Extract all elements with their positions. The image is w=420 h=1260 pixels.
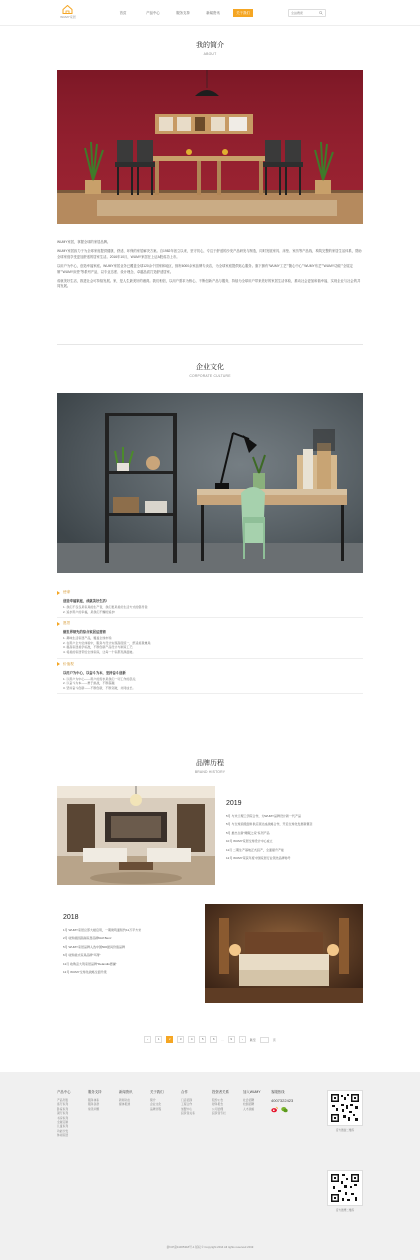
history-title: 品牌历程: [196, 760, 224, 767]
qr-code-image: [327, 1170, 363, 1206]
nav-products[interactable]: 产品中心: [146, 11, 160, 15]
footer-contact: [271, 1089, 293, 1113]
house-logo-icon: [62, 5, 73, 14]
footer-col-service: [88, 1089, 119, 1138]
pager-goto-label: 跳至: [249, 1037, 256, 1042]
site-header: [0, 0, 420, 26]
nav-home[interactable]: 首页: [119, 11, 127, 15]
footer-link[interactable]: 社会招聘: [243, 1098, 255, 1102]
history-year: 2019: [226, 800, 242, 807]
pager-page-6[interactable]: 6: [210, 1036, 217, 1043]
footer-link[interactable]: 加盟中心: [181, 1106, 193, 1111]
wechat-qr: [327, 1090, 363, 1132]
history-event: 10月 WUMY家居全球设计中心成立: [226, 839, 273, 844]
history-event: 5月 与米兰理工学院合作，为WUMY品牌设计新一代产品: [226, 814, 302, 818]
social-links: [271, 1106, 293, 1113]
footer-col-join: [243, 1089, 274, 1138]
footer-link[interactable]: 媒体报道: [119, 1102, 131, 1107]
culture-mission: [57, 590, 363, 618]
footer-link[interactable]: 书房系列: [57, 1115, 69, 1120]
footer-link[interactable]: 投资者关系: [181, 1111, 195, 1116]
history-event: 12月 WUMY荣获年度中国家居行业领先品牌称号: [226, 856, 291, 861]
footer-link[interactable]: 儿童系列: [57, 1124, 69, 1129]
about-title: 我的简介: [196, 42, 224, 49]
history-event: 11月 收购意大利家居品牌"Delandis德澜": [63, 961, 117, 966]
footer-link[interactable]: 工程合作: [181, 1102, 193, 1107]
culture-line: 1. 趣味生活家居产品，覆盖全球市场;: [63, 636, 113, 641]
wechat-icon[interactable]: [281, 1106, 288, 1113]
footer-col-investors: [212, 1089, 243, 1138]
footer-link[interactable]: 全屋定制: [57, 1120, 69, 1125]
footer-link[interactable]: 企业文化: [150, 1102, 162, 1107]
footer-link[interactable]: 常见问题: [88, 1106, 100, 1111]
culture-line: 1. 我们不仅仅是家具的生产者，我们更是美好生活方式的倡导者;: [63, 605, 149, 609]
footer-link[interactable]: 股份公告: [212, 1098, 224, 1102]
culture-line: 1. 以用户为中心——用户的需求是我们一切工作的起点;: [63, 676, 137, 681]
culture-block-sub: 以用户为中心，以奋斗为本，坚持奋斗创新: [63, 670, 126, 675]
footer-link[interactable]: 品牌历程: [150, 1106, 162, 1111]
office-desk-illustration: [57, 393, 363, 573]
living-room-illustration: [57, 786, 215, 885]
footer-link[interactable]: 投资者专栏: [212, 1111, 226, 1116]
culture-line: 2. 追求用户的幸福，是我们不懈的追求!: [63, 609, 116, 614]
pager-prev-button[interactable]: ‹: [144, 1036, 151, 1043]
footer-col-head: 关于我们: [150, 1090, 164, 1094]
history-section-title: [0, 758, 420, 774]
history-bedroom-image: [205, 904, 363, 1003]
footer-col-products: [57, 1089, 88, 1138]
bedroom-illustration: [205, 904, 363, 1003]
culture-vision: [57, 621, 363, 658]
culture-section-title: [0, 362, 420, 378]
footer-link[interactable]: 服务条款: [88, 1102, 100, 1107]
pager-page-4[interactable]: 4: [188, 1036, 195, 1043]
triangle-bullet-icon: [57, 662, 60, 666]
logo-text: WUMY家居: [60, 15, 76, 19]
contact-head: 客服热线: [271, 1090, 285, 1094]
culture-line: 2. 以奋斗为本——勇于挑战，不断超越;: [63, 681, 116, 686]
culture-values: [57, 662, 363, 695]
culture-line: 3. 提高家居美学标准，不断创新产品设计与制造工艺;: [63, 645, 134, 650]
footer-link[interactable]: 门店招商: [181, 1098, 193, 1102]
history-event: 6月 收购美式家具品牌"玛蒂": [63, 953, 101, 958]
about-paragraph: WUMY家居，掌握全球的家居品牌。: [57, 240, 111, 244]
search-input[interactable]: [289, 10, 319, 16]
footer-col-cooperation: [181, 1089, 212, 1138]
footer-col-head: 合作: [181, 1090, 188, 1094]
footer-link[interactable]: 客厅系列: [57, 1102, 69, 1107]
history-event: 5月 WUMY家居品牌入选中国500最具价值品牌: [63, 944, 126, 949]
culture-subtitle: CORPORATE CULTURE: [189, 374, 231, 378]
nav-news[interactable]: 新闻资讯: [206, 11, 220, 15]
about-paragraph: WUMY家居致力于为全球家庭提供健康、舒适、环保的家居解决方案。自1982年创立以来，坚守初心，专注于舒适的沙发产品研发与制造，同时发展家具、床垫、家纺等产品线，构筑完整的家居生活体系，帮助全球家庭享受更加舒适的居家生活。2016年10月，WUMY家居在上证A股成功上市。: [57, 249, 362, 259]
pager-ellipsis: ...: [221, 1037, 224, 1042]
footer-link[interactable]: 服务体系: [88, 1098, 100, 1102]
pager-page-9[interactable]: 9: [228, 1036, 235, 1043]
culture-line: 2. 在用户全方位体验中，服务与设计实现高度统一，舒适美观兼具;: [63, 640, 152, 645]
history-subtitle: BRAND HISTORY: [194, 770, 226, 774]
about-dining-room-image: [57, 70, 363, 224]
footer-link[interactable]: 公司治理: [212, 1106, 224, 1111]
about-paragraph: 成就美好生活，推进社会可持续发展。家，是人生最美好的港湾。我们相信，以用户需求为核心，不断创新产品与服务，持续为全球用户带来美好的家居生活体验，推动社会更加和谐幸福，实现企业与社会的共同发展。: [57, 279, 361, 289]
about-paragraph: 以用户为中心，创造幸福家庭。WUMY家居业务已覆盖全球120余个国家和地区，拥有6000余家品牌专卖店，为全球家庭提供贴心服务。旗下拥有"WUMY工艺""随心中心""WUMY布艺""WUMY功能""全屋定制""WUMY床垫"等系列产品，以专业态度、设计理念、卓越品质打造舒适居家。: [57, 264, 353, 274]
pager-next-button[interactable]: ›: [239, 1036, 246, 1043]
main-nav: [108, 0, 258, 26]
qr-code-icon: [330, 1093, 360, 1123]
culture-title: 企业文化: [196, 364, 224, 371]
footer-link[interactable]: 人才战略: [243, 1106, 255, 1111]
history-event: 5月 推出全新"睡眠之家"系列产品: [226, 830, 270, 835]
dining-room-illustration: [57, 70, 363, 224]
pager-goto-suffix: 页: [272, 1037, 276, 1042]
triangle-bullet-icon: [57, 622, 60, 626]
history-event: 1月 WUMY家居总部大楼启用，一期建筑面积约11万平方米: [63, 928, 142, 932]
qr-caption: 官方微信二维码: [335, 1129, 355, 1132]
footer-link[interactable]: 财务报告: [212, 1102, 224, 1107]
section-divider: [57, 344, 363, 345]
triangle-bullet-icon: [57, 591, 60, 595]
footer-link[interactable]: 休闲家居: [57, 1133, 69, 1138]
pager-goto-input[interactable]: [260, 1037, 269, 1043]
culture-block-sub: 做世界领先的综合家居运营商: [63, 630, 106, 635]
pager-page-2[interactable]: 2: [166, 1036, 173, 1043]
culture-block-sub: 创造幸福家庭，成就美好生活!: [63, 599, 107, 603]
qr-code-icon: [330, 1173, 360, 1203]
weibo-qr: [327, 1170, 363, 1212]
weibo-icon[interactable]: [271, 1106, 278, 1113]
history-living-room-image: [57, 786, 215, 885]
footer-col-about: [150, 1089, 181, 1138]
culture-block-head: 价值观: [63, 661, 74, 666]
history-year: 2018: [63, 914, 79, 921]
site-logo[interactable]: [57, 5, 79, 21]
pager-page-3[interactable]: 3: [177, 1036, 184, 1043]
pagination: [0, 1036, 420, 1043]
nav-about[interactable]: 关于我们: [228, 0, 258, 26]
footer-col-head: 新闻资讯: [119, 1090, 133, 1094]
site-footer: [0, 1072, 420, 1260]
history-entry-2018: [63, 914, 193, 978]
footer-link[interactable]: 产品列表: [57, 1098, 69, 1102]
culture-line: 4. 将美的家居带给全球家庭，让每一个家都充满温暖。: [63, 649, 136, 654]
qr-caption: 官方微博二维码: [335, 1209, 355, 1212]
culture-line: 3. 坚持奋斗创新——不断创新，不断突破，共同成长。: [63, 685, 136, 690]
footer-col-head: 投资者关系: [212, 1090, 229, 1094]
footer-link[interactable]: 餐厅系列: [57, 1111, 69, 1116]
qr-code-image: [327, 1090, 363, 1126]
about-section-title: [0, 40, 420, 56]
copyright-text: 浙ICP备11005318号-1 版权 © Copyright 2014 All rights reserved 2019: [166, 1245, 254, 1249]
history-event: 12月 WUMY全球化战略全面升级: [63, 970, 107, 975]
footer-link[interactable]: 校园招聘: [243, 1102, 255, 1107]
about-subtitle: ABOUT: [203, 52, 217, 56]
footer-link-columns: [57, 1089, 274, 1138]
footer-link[interactable]: 卧室系列: [57, 1106, 69, 1111]
search-icon[interactable]: [319, 11, 323, 15]
culture-block-head: 使命: [63, 590, 71, 594]
history-event: 11月 二期生产基地正式投产，全面提升产能: [226, 847, 284, 852]
pager-page-1[interactable]: 1: [155, 1036, 162, 1043]
history-event: 5月 与全球顶级面料供应商达成战略合作，开启全球化发展新篇章: [226, 822, 313, 827]
footer-link[interactable]: 功能沙发: [57, 1128, 69, 1133]
hotline-number: 4007322423: [271, 1098, 294, 1103]
footer-col-head: 服务支持: [88, 1090, 102, 1094]
culture-block-head: 愿景: [63, 621, 71, 626]
footer-col-news: [119, 1089, 150, 1138]
about-text: [57, 240, 363, 294]
footer-link[interactable]: 简介: [150, 1098, 156, 1102]
nav-service[interactable]: 服务支持: [176, 11, 190, 15]
history-event: 2月 收购美国高端家居品牌Rolf Benz: [63, 936, 112, 941]
culture-list: [57, 590, 363, 697]
footer-col-head: 产品中心: [57, 1090, 71, 1094]
footer-col-head: 加入WUMY: [243, 1090, 261, 1094]
pager-page-5[interactable]: 5: [199, 1036, 206, 1043]
search-box: [288, 9, 326, 17]
footer-link[interactable]: 新闻动态: [119, 1098, 131, 1102]
culture-office-image: [57, 393, 363, 573]
history-entry-2019: [226, 800, 363, 864]
